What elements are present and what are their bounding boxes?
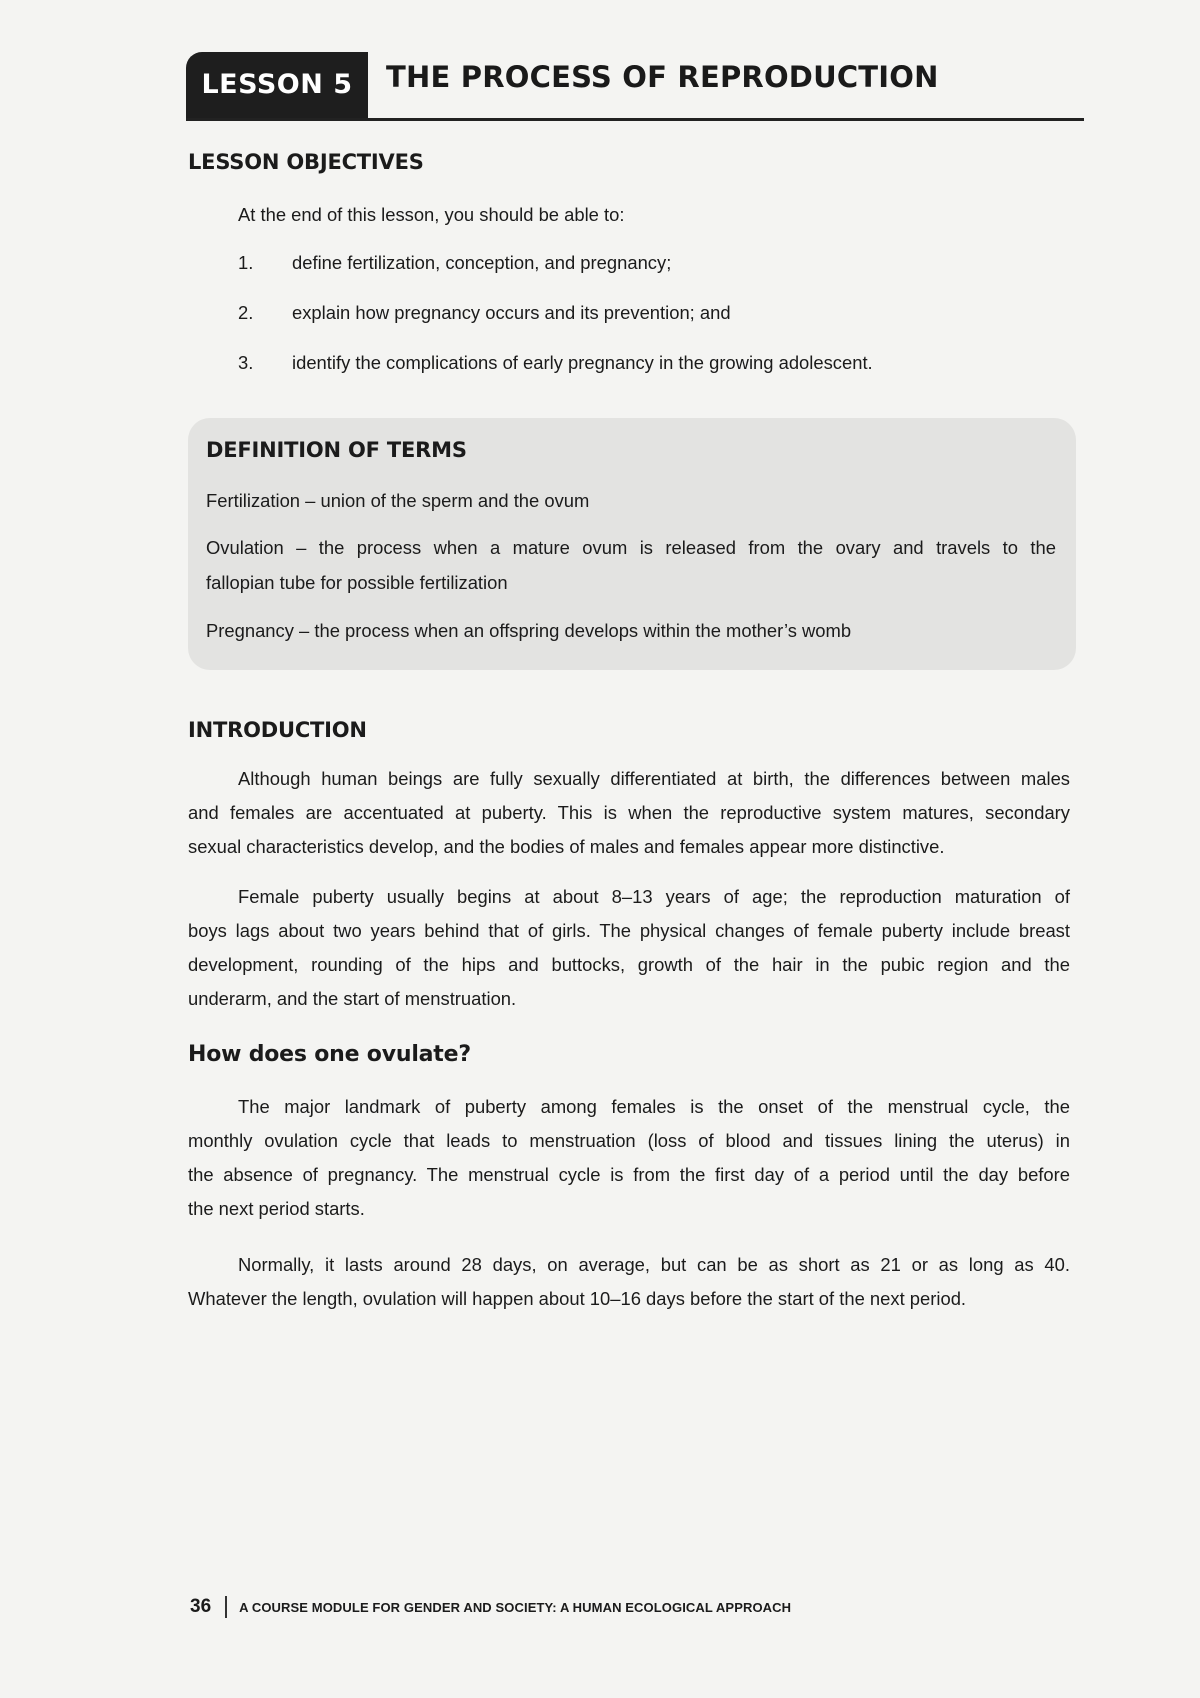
lesson-header bbox=[186, 52, 1084, 122]
objective-text: define fertilization, conception, and pregnancy; bbox=[292, 252, 672, 273]
objectives-heading: LESSON OBJECTIVES bbox=[188, 150, 424, 174]
definition-ovulation-line: Ovulation – the process when a mature ovum is released from the ovary and travels to the bbox=[206, 537, 1056, 558]
page-number: 36 bbox=[190, 1596, 212, 1617]
objectives-intro: At the end of this lesson, you should be able to: bbox=[238, 204, 625, 225]
ovulate-para1-line: the next period starts. bbox=[188, 1198, 365, 1219]
intro-para1-line: Although human beings are fully sexually differentiated at birth, the differences between males bbox=[238, 768, 1070, 789]
objective-number: 1. bbox=[238, 252, 254, 273]
definition-ovulation-line: fallopian tube for possible fertilization bbox=[206, 572, 508, 593]
ovulate-heading: How does one ovulate? bbox=[188, 1042, 471, 1067]
ovulate-para2-line: Normally, it lasts around 28 days, on average, but can be as short as 21 or as long as 40. bbox=[238, 1254, 1070, 1275]
footer-title: A COURSE MODULE FOR GENDER AND SOCIETY: A HUMAN ECOLOGICAL APPROACH bbox=[239, 1599, 792, 1615]
objective-item bbox=[238, 352, 873, 374]
definition-pregnancy: Pregnancy – the process when an offspring develops within the mother’s womb bbox=[206, 620, 852, 641]
introduction-heading: INTRODUCTION bbox=[188, 718, 367, 742]
objective-text: explain how pregnancy occurs and its prevention; and bbox=[292, 302, 731, 323]
ovulate-para1-line: the absence of pregnancy. The menstrual cycle is from the first day of a period until the day before bbox=[188, 1164, 1070, 1185]
intro-para2-line: development, rounding of the hips and buttocks, growth of the hair in the pubic region and the bbox=[188, 954, 1070, 975]
objective-text: identify the complications of early pregnancy in the growing adolescent. bbox=[292, 352, 873, 373]
definition-fertilization: Fertilization – union of the sperm and the ovum bbox=[206, 490, 590, 511]
objective-number: 3. bbox=[238, 352, 254, 373]
ovulate-para1-line: monthly ovulation cycle that leads to menstruation (loss of blood and tissues lining the uterus) in bbox=[188, 1130, 1070, 1151]
objective-number: 2. bbox=[238, 302, 254, 323]
intro-para2-line: boys lags about two years behind that of girls. The physical changes of female puberty include breast bbox=[188, 920, 1070, 941]
ovulate-para1-line: The major landmark of puberty among females is the onset of the menstrual cycle, the bbox=[238, 1096, 1070, 1117]
objective-item bbox=[238, 302, 731, 324]
ovulate-para2-line: Whatever the length, ovulation will happen about 10–16 days before the start of the next period. bbox=[188, 1288, 967, 1309]
intro-para2-line: Female puberty usually begins at about 8–13 years of age; the reproduction maturation of bbox=[238, 886, 1070, 907]
page-footer bbox=[190, 1596, 791, 1618]
header-divider bbox=[186, 118, 1084, 121]
intro-para2-line: underarm, and the start of menstruation. bbox=[188, 988, 517, 1009]
definitions-heading: DEFINITION OF TERMS bbox=[206, 438, 467, 462]
objective-item bbox=[238, 252, 671, 274]
intro-para1-line: sexual characteristics develop, and the bodies of males and females appear more distinctive. bbox=[188, 836, 945, 857]
intro-para1-line: and females are accentuated at puberty. This is when the reproductive system matures, secondary bbox=[188, 802, 1070, 823]
lesson-number-tab: LESSON 5 bbox=[186, 52, 368, 118]
lesson-title: THE PROCESS OF REPRODUCTION bbox=[386, 60, 939, 94]
footer-divider bbox=[225, 1596, 227, 1618]
